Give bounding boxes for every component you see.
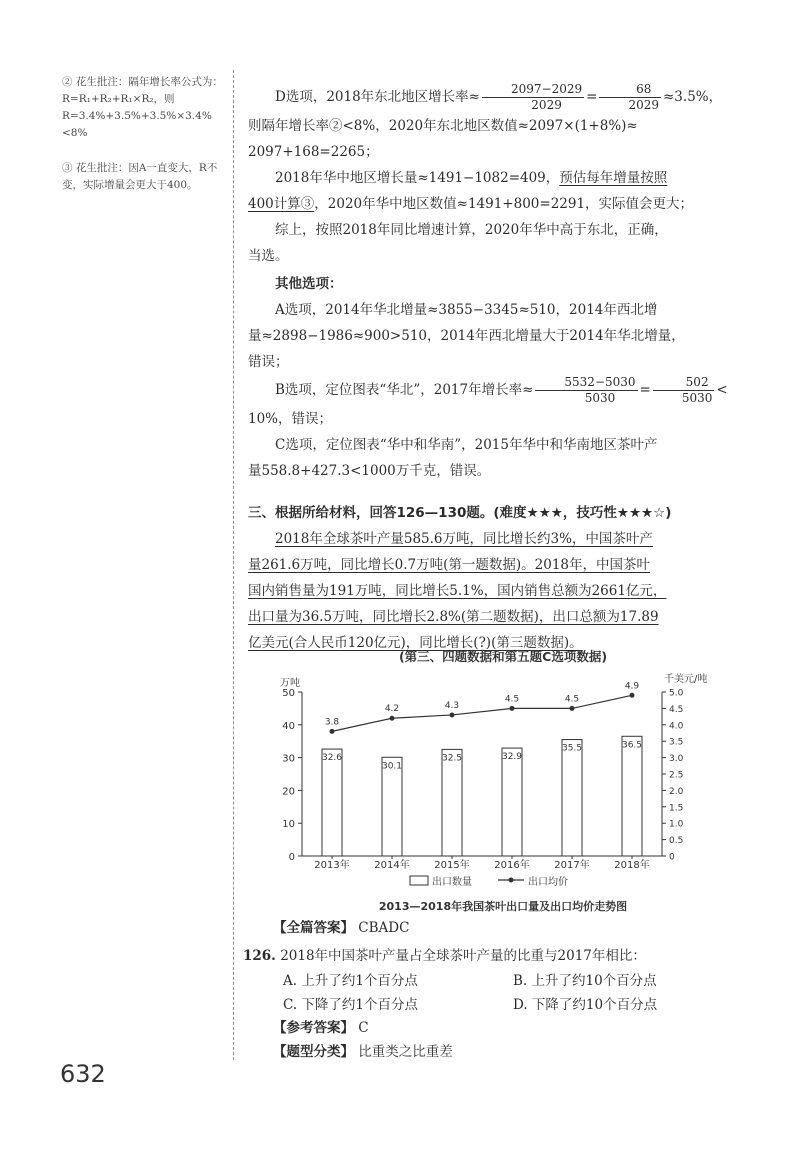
chart-caption: 2013—2018年我国茶叶出口量及出口均价走势图 bbox=[378, 900, 628, 913]
y-left-tick-label-2: 20 bbox=[282, 786, 295, 798]
d-line-2: 则隔年增长率②<8%，2020年东北地区数值≈2097×(1+8%)≈ bbox=[248, 118, 638, 134]
material-line-1: 2018年全球茶叶产量585.6万吨，同比增长约3%，中国茶叶产 bbox=[275, 531, 653, 547]
bar-3 bbox=[502, 748, 522, 856]
price-label-2: 4.3 bbox=[444, 700, 460, 711]
question-type-value: 比重类之比重差 bbox=[358, 1044, 453, 1060]
fraction-1: $\frac{2097-2029}{2029}$ bbox=[482, 82, 584, 113]
price-label-0: 3.8 bbox=[324, 717, 340, 728]
d-line-7: 当选。 bbox=[248, 248, 289, 264]
legend-line-marker bbox=[509, 878, 514, 883]
y-right-ticks bbox=[662, 689, 684, 863]
x-tick-label-3: 2016年 bbox=[494, 860, 530, 871]
y-right-tick-label-5: 2.5 bbox=[669, 770, 684, 781]
b-line-1: B选项，定位图表“华北”，2017年增长率≈ $\frac{5532-5030}{5030}$ = $\frac{502}{5030}$ < bbox=[275, 375, 728, 405]
d-line-5: 400计算③，2020年华中地区数值≈1491+800=2291，实际值会更大； bbox=[248, 196, 694, 212]
x-tick-labels bbox=[314, 856, 649, 871]
d-line-1: D选项，2018年东北地区增长率≈ $\frac{2097-2029}{2029}$ = $\frac{68}{2029}$ ≈3.5%， bbox=[275, 82, 723, 112]
y-right-tick-label-8: 4.0 bbox=[669, 721, 684, 732]
page-number: 632 bbox=[60, 1060, 106, 1088]
sidenote-1 bbox=[62, 74, 230, 144]
fraction-3: $\frac{5532-5030}{5030}$ bbox=[535, 375, 637, 406]
x-tick-label-5: 2018年 bbox=[614, 860, 650, 871]
section-3-heading: 三、根据所给材料，回答126—130题。(难度★★★，技巧性★★★☆) bbox=[248, 505, 672, 521]
y-right-label: 千美元/吨 bbox=[664, 674, 708, 685]
bar-label-4: 35.5 bbox=[561, 743, 583, 754]
price-line bbox=[332, 695, 632, 731]
bar-label-0: 32.6 bbox=[321, 753, 343, 764]
y-left-tick-label-5: 50 bbox=[282, 688, 295, 699]
price-point-1 bbox=[390, 716, 395, 721]
bar-4 bbox=[562, 740, 582, 856]
y-right-tick-label-1: 0.5 bbox=[669, 836, 684, 847]
question-text: 2018年中国茶叶产量占全球茶叶产量的比重与2017年相比： bbox=[280, 948, 646, 964]
legend-bar-label: 出口数量 bbox=[432, 877, 472, 888]
fraction-2: $\frac{68}{2029}$ bbox=[599, 82, 661, 113]
x-tick-label-2: 2015年 bbox=[434, 860, 470, 871]
bar-1 bbox=[382, 757, 402, 856]
chart-title: (第三、四题数据和第五题C选项数据) bbox=[398, 649, 608, 664]
export-chart bbox=[262, 664, 732, 896]
bar-label-1: 30.1 bbox=[381, 761, 403, 772]
legend-line-label: 出口均价 bbox=[528, 877, 568, 888]
price-point-4 bbox=[570, 706, 575, 711]
y-right-tick-label-4: 2.0 bbox=[669, 786, 684, 797]
x-tick-label-0: 2013年 bbox=[314, 860, 350, 871]
reference-answer: 【参考答案】 C bbox=[273, 1020, 369, 1036]
price-point-5 bbox=[630, 693, 635, 698]
price-label-4: 4.5 bbox=[564, 694, 580, 705]
sidenote-text-1: ② 花生批注：隔年增长率公式为：R=R₁+R₂+R₁×R₂，则R=3.4%+3.5%+3.5%×3.4%<8% bbox=[62, 76, 223, 139]
price-label-5: 4.9 bbox=[624, 681, 640, 692]
y-right-tick-label-7: 3.5 bbox=[669, 737, 684, 748]
option-d[interactable]: D. 下降了约10个百分点 bbox=[513, 997, 658, 1013]
y-right-tick-label-10: 5.0 bbox=[669, 688, 684, 699]
d-line-3: 2097+168=2265； bbox=[248, 144, 379, 160]
question-number: 126. bbox=[243, 948, 276, 964]
y-left-tick-label-1: 10 bbox=[282, 819, 295, 831]
y-right-tick-label-9: 4.5 bbox=[669, 704, 684, 715]
material-line-3: 国内销售量为191万吨，同比增长5.1%，国内销售总额为2661亿元， bbox=[248, 583, 667, 599]
bar-label-3: 32.9 bbox=[501, 752, 523, 763]
fraction-4: $\frac{502}{5030}$ bbox=[653, 375, 715, 406]
question-type: 【题型分类】 比重类之比重差 bbox=[273, 1044, 453, 1060]
a-line-3: 错误； bbox=[248, 354, 289, 370]
margin-divider bbox=[233, 70, 234, 1060]
bar-5 bbox=[622, 736, 642, 856]
y-left-tick-label-4: 40 bbox=[282, 720, 295, 732]
bar-label-2: 32.5 bbox=[441, 753, 463, 764]
material-line-5: 亿美元(合人民币120亿元)，同比增长(?)(第三题数据)。 bbox=[248, 635, 583, 651]
bar-2 bbox=[442, 749, 462, 856]
option-a[interactable]: A. 上升了约1个百分点 bbox=[283, 973, 418, 989]
y-left-tick-label-3: 30 bbox=[282, 753, 295, 765]
other-options-title: 其他选项： bbox=[275, 276, 343, 292]
y-left-label: 万吨 bbox=[280, 678, 300, 689]
reference-answer-value: C bbox=[358, 1020, 369, 1036]
all-answers: 【全篇答案】 CBADC bbox=[273, 920, 410, 936]
x-tick-label-4: 2017年 bbox=[554, 860, 590, 871]
option-c[interactable]: C. 下降了约1个百分点 bbox=[283, 997, 419, 1013]
d-line-4: 2018年华中地区增长量≈1491−1082=409，预估每年增量按照 bbox=[275, 170, 668, 186]
price-label-1: 4.2 bbox=[384, 704, 400, 715]
price-point-3 bbox=[510, 706, 515, 711]
question-126 bbox=[243, 944, 763, 964]
y-right-tick-label-3: 1.5 bbox=[669, 803, 684, 814]
a-line-2: 量≈2898−1986≈900>510，2014年西北增量大于2014年华北增量， bbox=[248, 328, 685, 344]
material-line-4: 出口量为36.5万吨，同比增长2.8%(第二题数据)，出口总额为17.89 bbox=[248, 609, 659, 625]
y-right-tick-label-2: 1.0 bbox=[669, 819, 684, 830]
c-line-1: C选项，定位图表“华中和华南”，2015年华中和华南地区茶叶产 bbox=[275, 437, 658, 453]
legend-bar-swatch bbox=[410, 876, 428, 885]
all-answers-value: CBADC bbox=[358, 920, 410, 936]
section-3-material bbox=[248, 500, 758, 656]
price-label-3: 4.5 bbox=[504, 694, 520, 705]
sidenote-text-2: ③ 花生批注：因A一直变大，R不变，实际增量会更大于400。 bbox=[62, 162, 218, 191]
bar-series bbox=[322, 736, 642, 856]
d-line-6: 综上，按照2018年同比增速计算，2020年华中高于东北，正确， bbox=[275, 222, 668, 238]
price-point-2 bbox=[450, 712, 455, 717]
y-right-tick-label-0: 0 bbox=[669, 852, 675, 863]
option-d-analysis bbox=[248, 82, 758, 484]
price-point-0 bbox=[330, 729, 335, 734]
b-line-2: 10%，错误； bbox=[248, 411, 333, 427]
y-right-tick-label-6: 3.0 bbox=[669, 754, 684, 765]
option-b[interactable]: B. 上升了约10个百分点 bbox=[513, 973, 657, 989]
bar-label-5: 36.5 bbox=[621, 740, 643, 751]
y-left-tick-label-0: 0 bbox=[288, 852, 295, 863]
c-line-2: 量558.8+427.3<1000万千克，错误。 bbox=[248, 463, 491, 479]
y-left-ticks bbox=[282, 688, 302, 863]
material-line-2: 量261.6万吨，同比增长0.7万吨(第一题数据)。2018年，中国茶叶 bbox=[248, 557, 651, 573]
a-line-1: A选项，2014年华北增量≈3855−3345≈510，2014年西北增 bbox=[275, 302, 658, 318]
x-tick-label-1: 2014年 bbox=[374, 860, 410, 871]
bar-0 bbox=[322, 749, 342, 856]
sidenote-2 bbox=[62, 160, 230, 196]
line-series bbox=[325, 681, 640, 734]
